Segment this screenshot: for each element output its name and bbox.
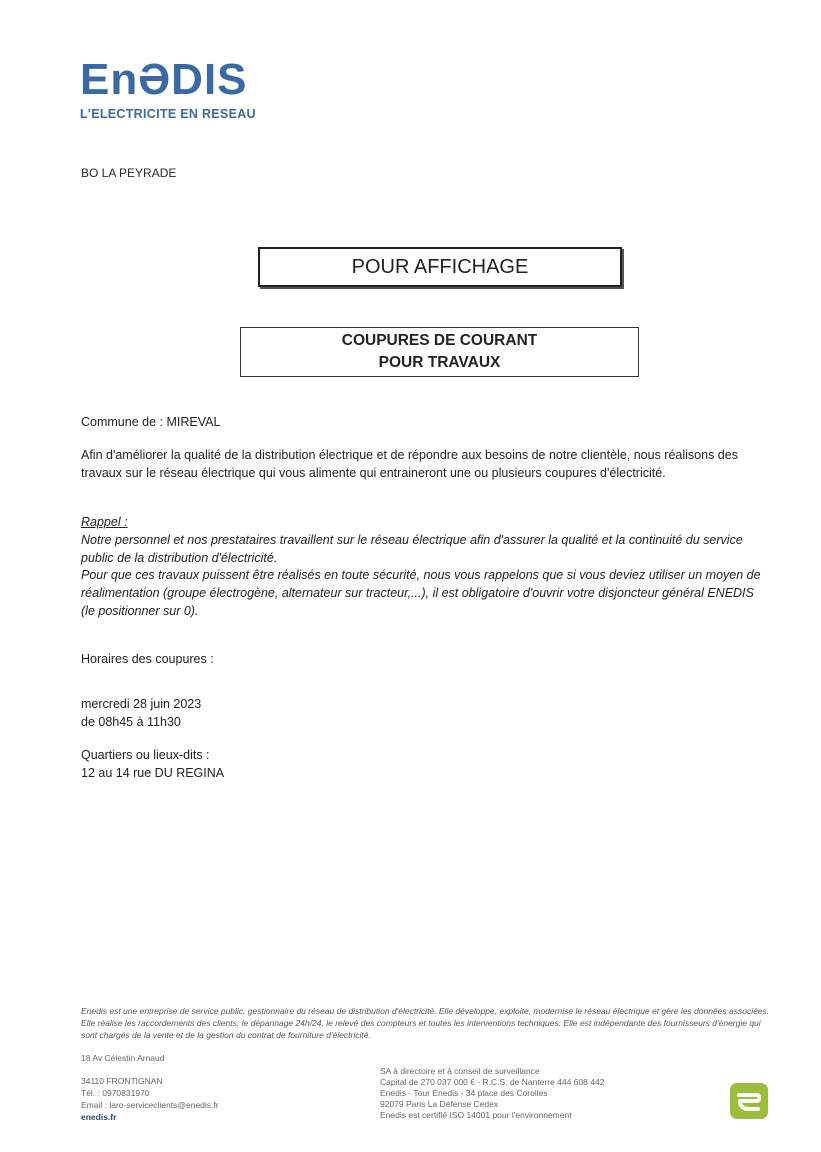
enedis-logo: EnƏDIS [80,55,248,104]
footer-street: 18 Av Célestin Arnaud [81,1053,165,1063]
pour-affichage-label: POUR AFFICHAGE [351,255,529,278]
pour-affichage-box [258,247,622,287]
commune-line: Commune de : MIREVAL [81,415,221,429]
rappel-paragraph-2: Pour que ces travaux puissent être réalisés en toute sécurité, nous vous rappelons que si vous deviez utiliser un moyen de réalimentation (groupe électrogène, alternateur sur tracteur,...), il est obligatoire d'ouvrir votre disjoncteur général ENEDIS (le positionner sur 0). [81,568,761,618]
logo-tagline: L'ELECTRICITE EN RESEAU [80,107,256,121]
enedis-mark-icon [730,1083,768,1119]
footer-company-3: Enedis - Tour Enedis - 34 place des Corolles [380,1088,548,1098]
coupures-line2: POUR TRAVAUX [378,354,501,371]
sender-name: BO LA PEYRADE [81,166,177,180]
rappel-title: Rappel : [81,515,128,529]
footer-company-5: Enedis est certifié ISO 14001 pour l'environnement [380,1110,572,1120]
footer-email: Email : laro-serviceclients@enedis.fr [81,1100,219,1110]
coupures-box [240,327,639,377]
quartiers-value: 12 au 14 rue DU REGINA [81,766,225,780]
footer-website: enedis.fr [81,1112,117,1122]
quartiers-label: Quartiers ou lieux-dits : [81,748,210,762]
horaires-label: Horaires des coupures : [81,652,214,666]
footer-legal-text: Enedis est une entreprise de service public, gestionnaire du réseau de distribution d'électricité. Elle développe, exploite, modernise le réseau électrique et gère les données associées. Elle réalise les raccordements des clients, le dépannage 24h/24, le relevé des compteurs et toutes les interventions techniques. Elle est indépendante des fournisseurs d'énergie qui sont chargés de la vente et de la gestion du contrat de fourniture d'électricité. [81,1006,770,1040]
cut-hours: de 08h45 à 11h30 [81,715,181,729]
footer-tel: Tél. : 0970831970 [81,1088,150,1098]
cut-date: mercredi 28 juin 2023 [81,697,202,711]
intro-paragraph: Afin d'améliorer la qualité de la distribution électrique et de répondre aux besoins de notre clientèle, nous réalisons des travaux sur le réseau électrique qui vous alimente qui entraineront une ou plusieurs coupures d'électricité. [81,448,738,480]
footer-company-2: Capital de 270 037 000 € - R.C.S. de Nanterre 444 608 442 [380,1077,605,1087]
footer-city: 34110 FRONTIGNAN [81,1076,163,1086]
footer-company-4: 92079 Paris La Défense Cedex [380,1099,499,1109]
footer-company-1: SA à directoire et à conseil de surveillance [380,1066,540,1076]
coupures-line1: COUPURES DE COURANT [341,332,538,349]
rappel-paragraph-1: Notre personnel et nos prestataires travaillent sur le réseau électrique afin d'assurer la qualité et la continuité du service public de la distribution d'électricité. [81,533,743,565]
